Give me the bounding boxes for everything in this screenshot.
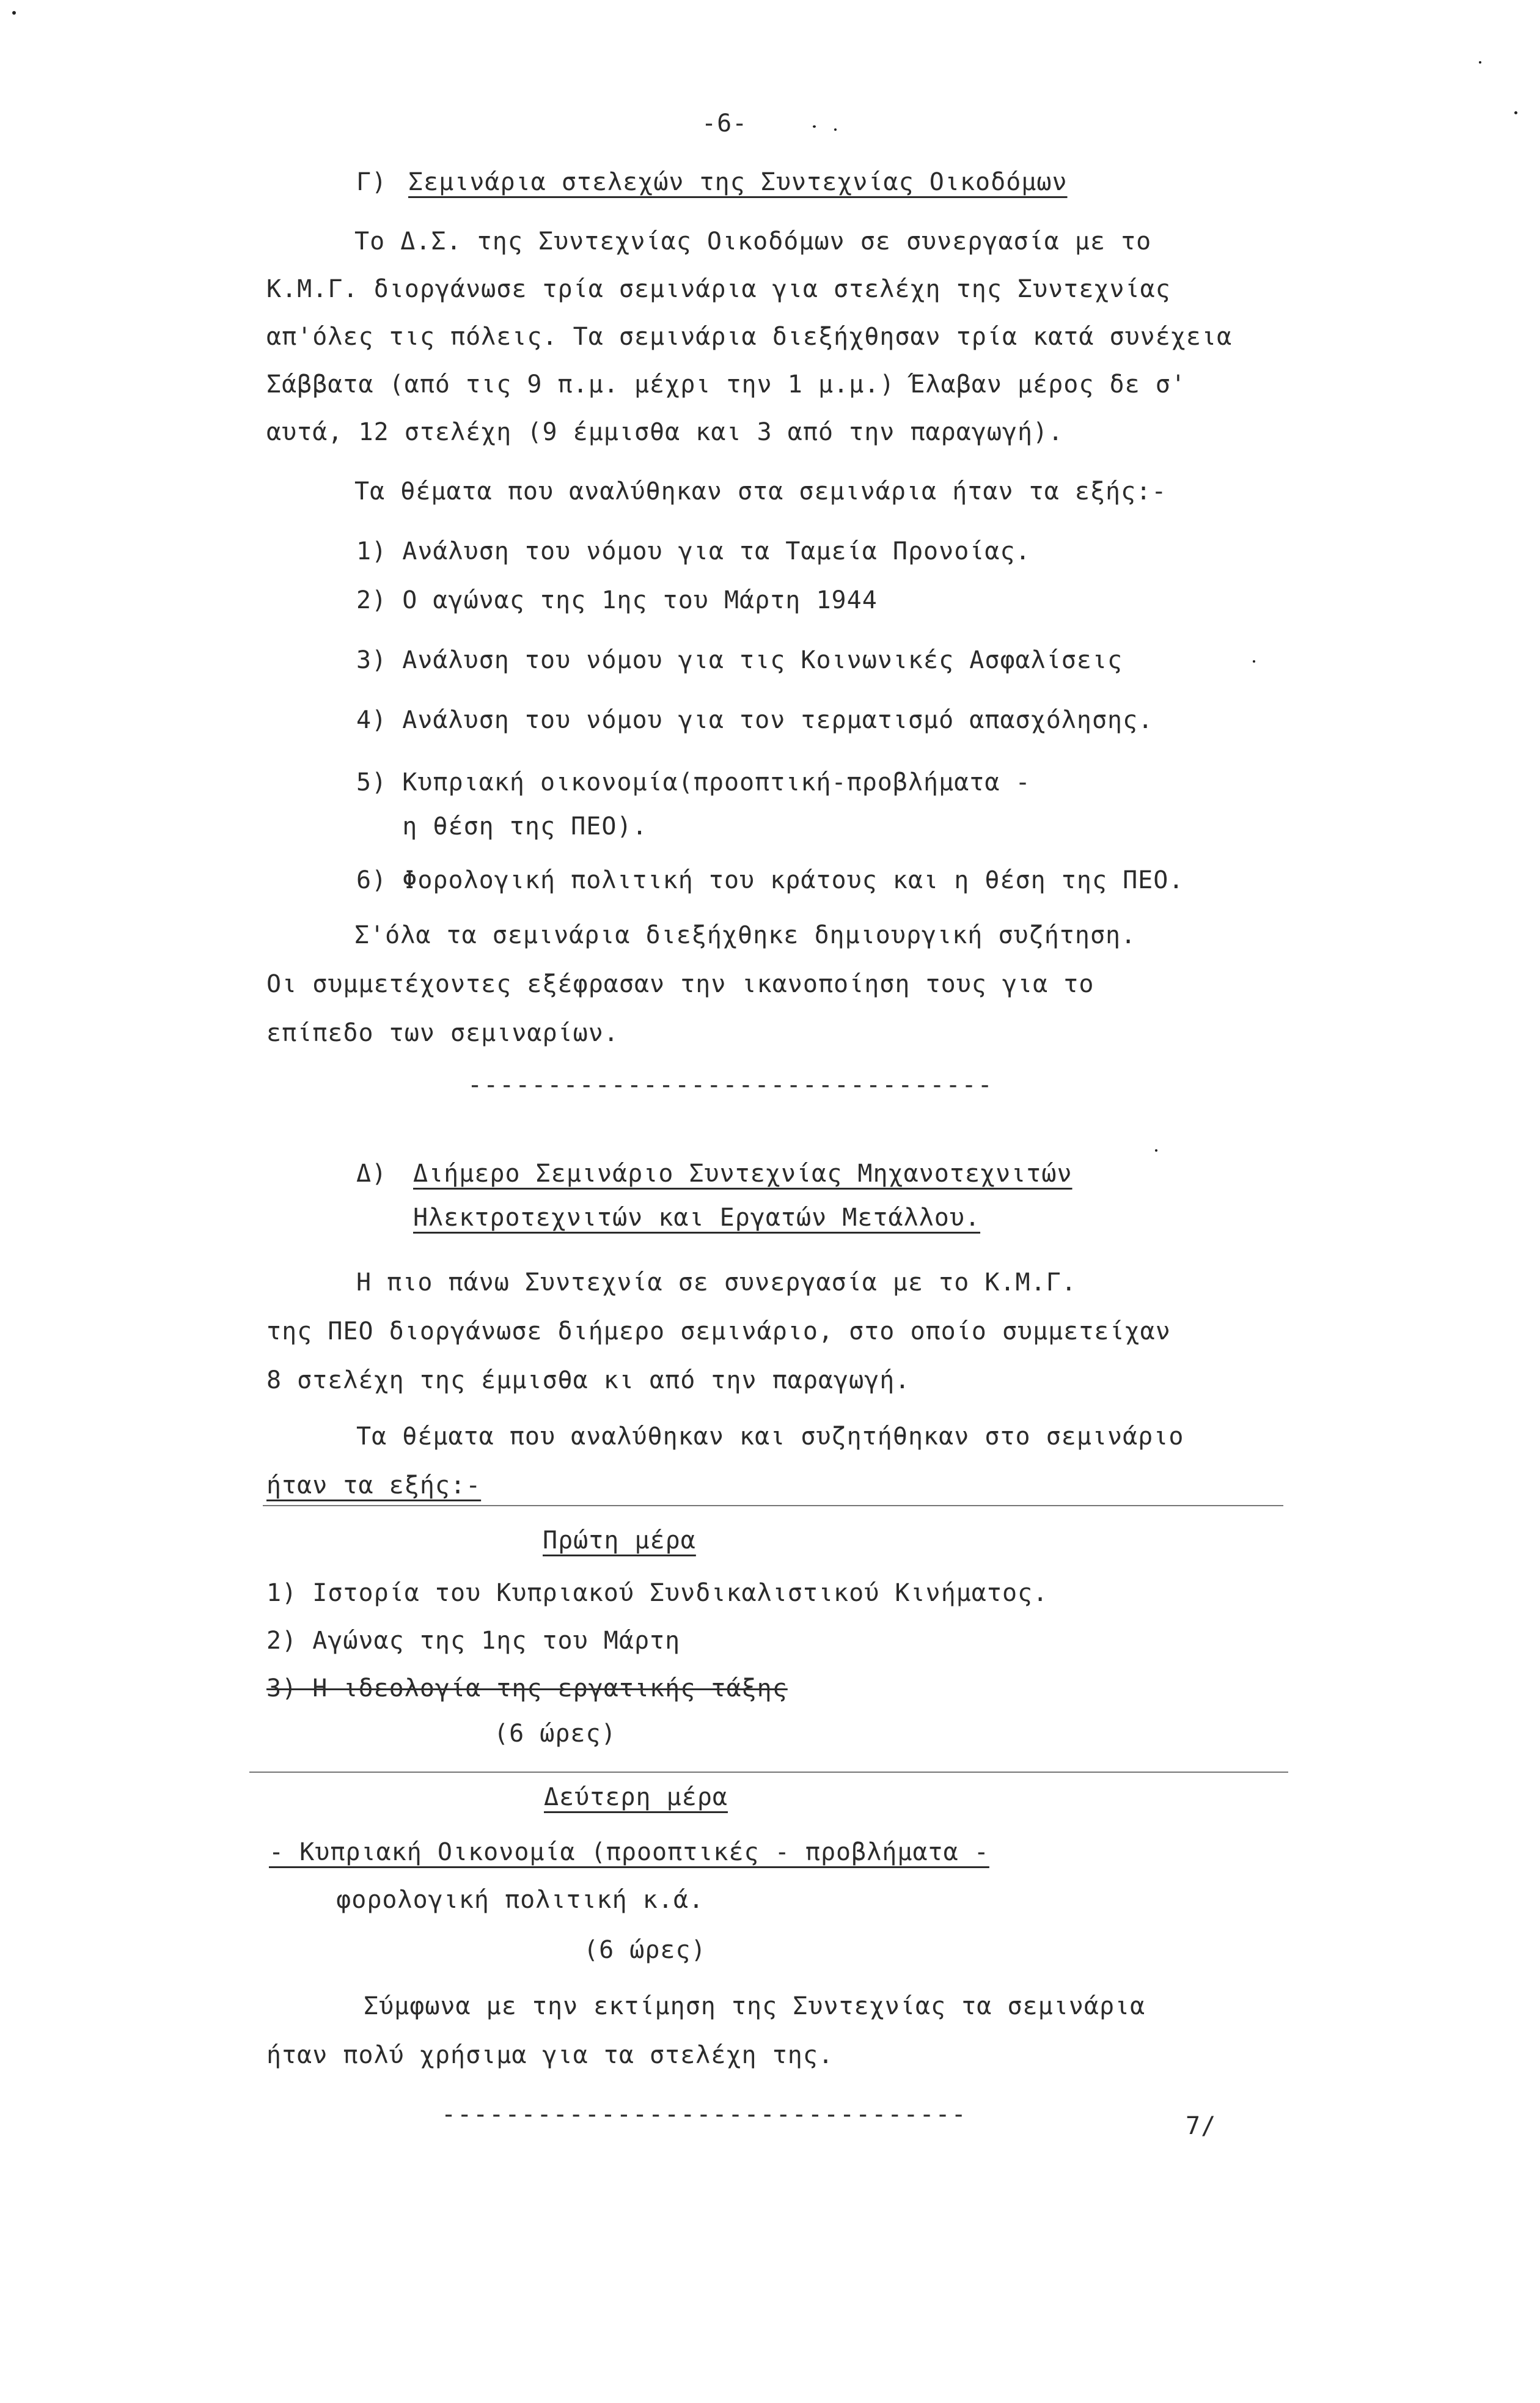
day2-item: φορολογική πολιτική κ.ά. (306, 1886, 705, 1914)
section-g-topic: η θέση της ΠΕΟ). (356, 812, 648, 841)
section-g-topic: 4) Ανάλυση του νόμου για τον τερματισμό απασχόλησης. (356, 706, 1154, 734)
section-d-paragraph-line: Η πιο πάνω Συντεχνία σε συνεργασία με το Κ.Μ.Γ. (356, 1268, 1077, 1297)
topics-intro-rule (263, 1505, 1283, 1506)
scan-speck (1514, 111, 1517, 114)
day1-item: 2) Αγώνας της 1ης του Μάρτη (266, 1627, 681, 1655)
section-g-topics-intro: Τα θέματα που αναλύθηκαν στα σεμινάρια ήταν τα εξής:- (354, 477, 1167, 506)
section-g-paragraph-line: αυτά, 12 στελέχη (9 έμμισθα και 3 από την παραγωγή). (266, 418, 1064, 446)
conclusion-line: ήταν πολύ χρήσιμα για τα στελέχη της. (266, 2041, 834, 2069)
page-number: -6- (702, 109, 748, 138)
section-g-closing-line: Σ'όλα τα σεμινάρια διεξήχθηκε δημιουργική συζήτηση. (354, 921, 1137, 949)
section-g-divider: --------------------------------- (468, 1071, 994, 1099)
day2-item: - Κυπριακή Οικονομία (προοπτικές - προβλήματα - (269, 1838, 989, 1866)
section-d-paragraph-line: της ΠΕΟ διοργάνωσε διήμερο σεμινάριο, στο οποίο συμμετείχαν (266, 1317, 1171, 1345)
section-g-paragraph-line: Το Δ.Σ. της Συντεχνίας Οικοδόμων σε συνεργασία με το (354, 227, 1152, 256)
section-d-topics-intro-line: ήταν τα εξής:- (266, 1471, 482, 1500)
day1-item: 3) Η ιδεολογία της εργατικής τάξης (266, 1674, 788, 1702)
conclusion-line: Σύμφωνα με την εκτίμηση της Συντεχνίας τα σεμινάρια (364, 1992, 1146, 2020)
section-g-topic: 6) Φορολογική πολιτική του κράτους και η θέση της ΠΕΟ. (356, 866, 1184, 894)
section-g-paragraph-line: Σάββατα (από τις 9 π.μ. μέχρι την 1 μ.μ.) Έλαβαν μέρος δε σ' (266, 370, 1186, 399)
day1-heading: Πρώτη μέρα (543, 1526, 696, 1555)
end-divider: --------------------------------- (441, 2100, 967, 2129)
scan-speck (1479, 61, 1481, 64)
section-d-topics-intro-line: Τα θέματα που αναλύθηκαν και συζητήθηκαν στο σεμινάριο (356, 1422, 1184, 1451)
section-d-title-line: Ηλεκτροτεχνιτών και Εργατών Μετάλλου. (413, 1204, 981, 1232)
section-g-topic: 5) Κυπριακή οικονομία(προοπτική-προβλήματα - (356, 768, 1031, 797)
section-g-paragraph-line: απ'όλες τις πόλεις. Τα σεμινάρια διεξήχθησαν τρία κατά συνέχεια (266, 323, 1233, 351)
day-separator-rule (249, 1772, 1288, 1773)
section-g-closing-line: Οι συμμετέχοντες εξέφρασαν την ικανοποίηση τους για το (266, 970, 1094, 998)
day2-heading: Δεύτερη μέρα (544, 1783, 728, 1811)
scan-speck (1155, 1149, 1157, 1152)
scan-speck (813, 125, 816, 128)
section-g-label: Γ) (356, 168, 387, 196)
day1-item: 1) Ιστορία του Κυπριακού Συνδικαλιστικού Κινήματος. (266, 1579, 1049, 1607)
section-g-closing-line: επίπεδο των σεμιναρίων. (266, 1019, 619, 1047)
scan-speck (1253, 660, 1255, 663)
section-g-topic: 2) Ο αγώνας της 1ης του Μάρτη 1944 (356, 586, 878, 614)
section-g-topic: 1) Ανάλυση του νόμου για τα Ταμεία Προνοίας. (356, 537, 1031, 565)
scan-speck (12, 11, 16, 15)
next-page-marker: 7/ (1186, 2112, 1217, 2140)
section-d-paragraph-line: 8 στελέχη της έμμισθα κι από την παραγωγή. (266, 1366, 911, 1394)
section-d-label: Δ) (356, 1160, 387, 1188)
section-g-paragraph-line: Κ.Μ.Γ. διοργάνωσε τρία σεμινάρια για στελέχη της Συντεχνίας (266, 275, 1171, 303)
day1-hours: (6 ώρες) (494, 1720, 617, 1748)
scan-speck (834, 128, 837, 131)
section-g-topic: 3) Ανάλυση του νόμου για τις Κοινωνικές Ασφαλίσεις (356, 646, 1123, 674)
section-d-title-line: Διήμερο Σεμινάριο Συντεχνίας Μηχανοτεχνιτών (413, 1160, 1072, 1188)
day2-hours: (6 ώρες) (584, 1936, 706, 1964)
section-g-title: Σεμινάρια στελεχών της Συντεχνίας Οικοδόμων (408, 168, 1068, 196)
